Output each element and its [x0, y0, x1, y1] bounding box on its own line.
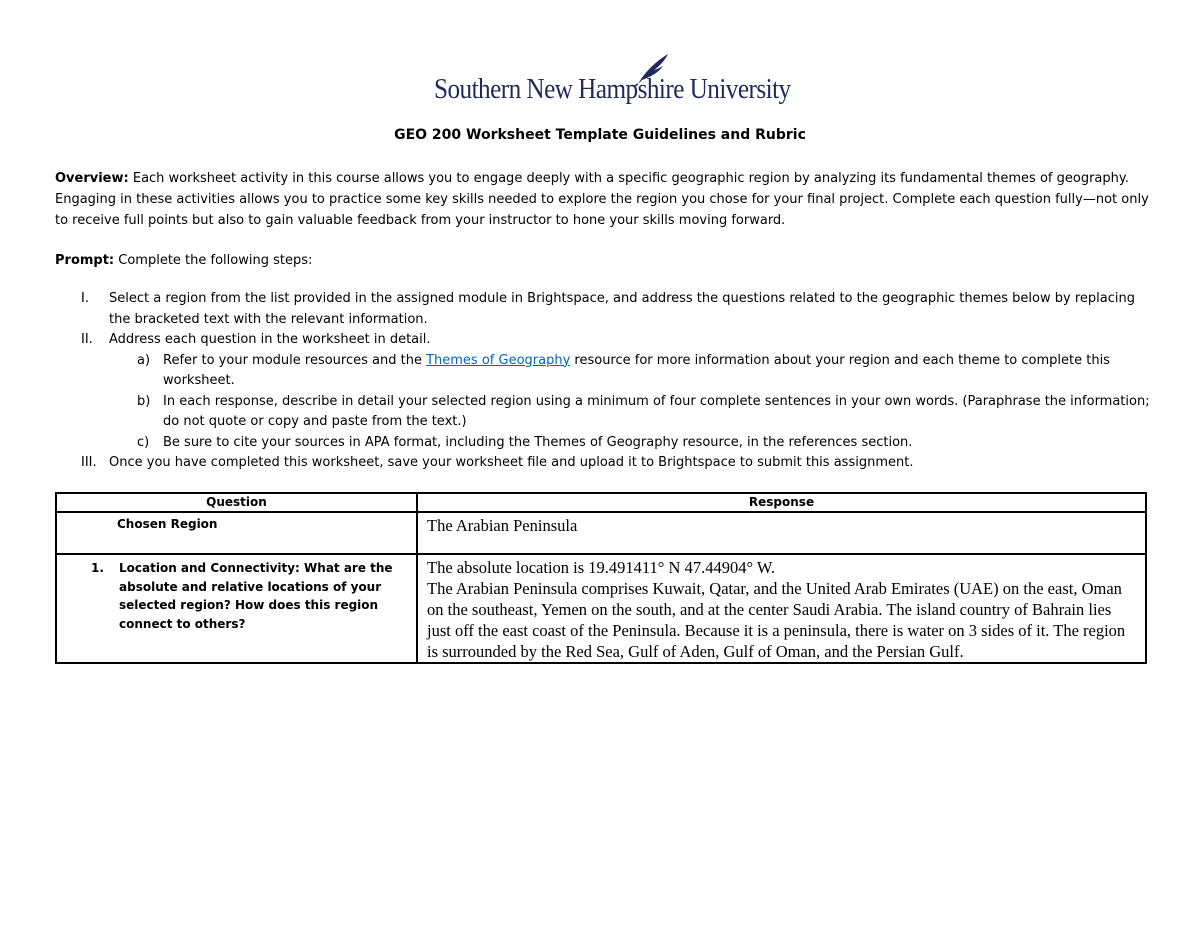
- list-item: [55, 351, 1150, 392]
- substep-number: b): [137, 393, 151, 409]
- worksheet-table: [55, 492, 1147, 664]
- university-logo: [434, 52, 791, 112]
- list-item: [55, 453, 1150, 474]
- themes-of-geography-link[interactable]: Themes of Geography: [426, 352, 571, 368]
- question-1: [57, 555, 416, 639]
- substep-text: resource for more information about your region and each theme to complete this worksheet.: [163, 352, 1110, 388]
- steps-list: [55, 289, 1150, 474]
- list-item: [55, 433, 1150, 454]
- response-cell[interactable]: [417, 554, 1146, 663]
- logo-wordmark: Southern New Hampshire University: [434, 74, 791, 105]
- column-header-response: Response: [417, 493, 1146, 512]
- page-title: GEO 200 Worksheet Template Guidelines and Rubric: [394, 127, 806, 143]
- table-row: [56, 512, 1146, 554]
- prompt-text: Complete the following steps:: [114, 253, 313, 268]
- overview-label: Overview:: [55, 171, 129, 186]
- substep-text: Be sure to cite your sources in APA format, including the Themes of Geography resource, in the references section.: [163, 434, 913, 450]
- step-number: I.: [81, 291, 89, 306]
- table-row: [56, 554, 1146, 663]
- response-1: [418, 555, 1145, 662]
- substep-text: In each response, describe in detail your selected region using a minimum of four complete sentences in your own words. (Paraphrase the information; do not quote or copy and paste from the text.): [163, 393, 1150, 429]
- question-text: Location and Connectivity: What are the absolute and relative locations of your selected region? How does this region connect to others?: [119, 561, 393, 631]
- chosen-region-label: Chosen Region: [117, 517, 218, 531]
- step-text: Once you have completed this worksheet, save your worksheet file and upload it to Brightspace to submit this assignment.: [109, 455, 914, 470]
- step-text: Select a region from the list provided in the assigned module in Brightspace, and address the questions related to the geographic themes below by replacing the bracketed text with the relevant information.: [109, 291, 1135, 327]
- overview-text: Each worksheet activity in this course allows you to engage deeply with a specific geographic region by analyzing its fundamental themes of geography. Engaging in these activities allows you to practice some key skills needed to explore the region you chose for your final project. Complete each question fully—not only to receive full points but also to gain valuable feedback from your instructor to hone your skills moving forward.: [55, 171, 1149, 228]
- step-text: Address each question in the worksheet in detail.: [109, 332, 431, 347]
- table-header-row: [56, 493, 1146, 512]
- list-item: [55, 392, 1150, 433]
- chosen-region-response: The Arabian Peninsula: [427, 516, 578, 535]
- step-number: II.: [81, 332, 93, 347]
- response-cell[interactable]: [417, 512, 1146, 554]
- question-cell: [56, 554, 417, 663]
- overview-paragraph: [55, 168, 1150, 231]
- response-paragraph: The Arabian Peninsula comprises Kuwait, Qatar, and the United Arab Emirates (UAE) on the east, Oman on the southeast, Yemen on the south, and at the center Saudi Arabia. The island country of Bahrain lies just off the east coast of the Peninsula. Because it is a peninsula, there is water on 3 sides of it. The region is surrounded by the Red Sea, Gulf of Aden, Gulf of Oman, and the Persian Gulf.: [427, 579, 1126, 661]
- question-number: 1.: [91, 561, 104, 575]
- substep-number: c): [137, 434, 150, 450]
- prompt-paragraph: [55, 250, 1150, 271]
- response-line: The absolute location is 19.491411° N 47.44904° W.: [427, 558, 776, 577]
- list-item: [55, 330, 1150, 351]
- substep-text: Refer to your module resources and the: [163, 352, 427, 368]
- column-header-question: Question: [56, 493, 417, 512]
- question-cell: [56, 512, 417, 554]
- step-number: III.: [81, 455, 97, 470]
- list-item: [55, 289, 1150, 330]
- prompt-label: Prompt:: [55, 253, 115, 268]
- substep-number: a): [137, 352, 151, 368]
